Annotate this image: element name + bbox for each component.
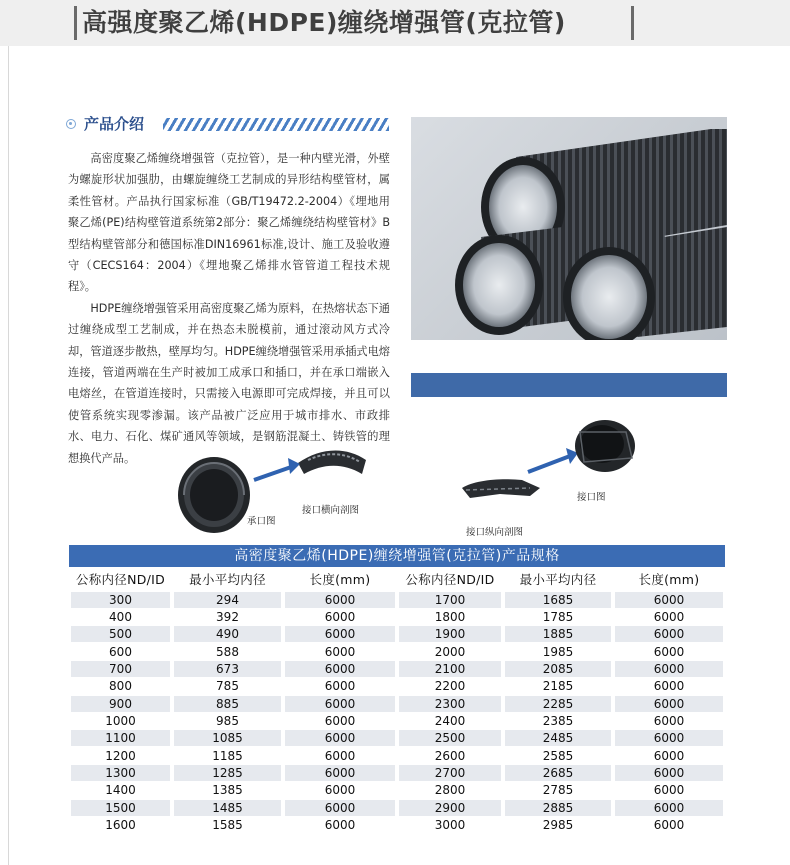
table-cell — [283, 695, 397, 712]
table-row — [69, 643, 725, 660]
table-row — [69, 678, 725, 695]
section-title: 产品介绍 — [84, 115, 145, 133]
table-cell-value: 885 — [174, 696, 281, 712]
table-cell — [503, 626, 613, 643]
table-cell — [172, 626, 283, 643]
table-cell — [613, 747, 725, 764]
table-cell — [397, 764, 503, 781]
table-cell — [397, 643, 503, 660]
table-cell-value: 2300 — [399, 696, 501, 712]
table-cell — [613, 799, 725, 816]
table-cell — [69, 730, 172, 747]
table-cell-value: 1400 — [105, 783, 136, 798]
table-cell — [283, 730, 397, 747]
table-cell — [613, 608, 725, 625]
table-cell — [172, 678, 283, 695]
table-cell — [283, 678, 397, 695]
longitudinal-section-image — [462, 479, 540, 498]
table-cell-value: 6000 — [285, 696, 395, 712]
table-cell — [397, 712, 503, 729]
table-cell — [613, 626, 725, 643]
table-cell-value: 392 — [216, 610, 239, 625]
table-cell — [503, 591, 613, 608]
table-cell — [69, 660, 172, 677]
table-cell-value: 2885 — [505, 800, 611, 816]
table-cell-value: 600 — [109, 644, 132, 659]
table-cell-value: 588 — [216, 644, 239, 659]
table-cell-value: 294 — [174, 592, 281, 608]
table-cell — [397, 816, 503, 833]
table-cell — [503, 782, 613, 799]
spec-table-header-row — [69, 569, 725, 591]
table-cell-value: 6000 — [615, 626, 723, 642]
table-row — [69, 747, 725, 764]
table-cell — [397, 730, 503, 747]
header-length-2: 长度(mm) — [638, 572, 700, 587]
table-row — [69, 816, 725, 833]
table-cell — [613, 678, 725, 695]
page-title: 高强度聚乙烯(HDPE)缠绕增强管(克拉管) — [82, 8, 566, 37]
table-cell-value: 1385 — [212, 783, 243, 798]
table-cell-value: 6000 — [653, 818, 685, 833]
table-cell — [283, 816, 397, 833]
table-cell-value: 1100 — [71, 730, 170, 746]
table-cell-value: 1900 — [399, 626, 501, 642]
table-cell-value: 6000 — [285, 592, 395, 608]
spec-table-title: 高密度聚乙烯(HDPE)缠绕增强管(克拉管)产品规格 — [69, 545, 725, 567]
product-photo — [411, 117, 727, 340]
table-cell-value: 6000 — [285, 661, 395, 677]
table-cell — [503, 712, 613, 729]
table-cell-value: 6000 — [285, 765, 395, 781]
section-hatch-decoration — [163, 118, 389, 131]
table-cell — [172, 695, 283, 712]
table-cell — [69, 764, 172, 781]
arrowhead-left — [288, 458, 300, 474]
table-cell-value: 700 — [71, 661, 170, 677]
table-cell — [283, 747, 397, 764]
table-cell-value: 800 — [109, 679, 132, 694]
table-cell-value: 673 — [174, 661, 281, 677]
table-cell — [397, 626, 503, 643]
table-cell-value: 6000 — [653, 714, 685, 729]
table-cell — [397, 608, 503, 625]
spec-table — [69, 569, 725, 834]
table-cell — [283, 626, 397, 643]
table-cell-value: 2200 — [434, 679, 466, 694]
cross-section-label: 接口横向剖图 — [302, 505, 360, 516]
table-cell-value: 6000 — [285, 730, 395, 746]
table-cell-value: 2800 — [434, 783, 466, 798]
table-cell-value: 6000 — [285, 626, 395, 642]
cross-section-image — [298, 451, 366, 474]
table-cell — [613, 591, 725, 608]
table-cell — [397, 678, 503, 695]
table-cell — [503, 695, 613, 712]
header-min-avg-diameter: 最小平均内径 — [189, 572, 266, 587]
table-cell-value: 500 — [71, 626, 170, 642]
page-edge-line — [8, 0, 9, 865]
table-row — [69, 626, 725, 643]
table-cell — [503, 764, 613, 781]
intro-paragraph-2: HDPE缠绕增强管采用高密度聚乙烯为原料，在热熔状态下通过缠绕成型工艺制成，并在热态未脱模前，通过滚动风方式冷却，管道逐步散热，壁厚均匀。HDPE缠绕增强管采用承插式电熔连接，管道两端在生产时被加工成承口和插口，并在承口端嵌入电熔丝，在管道连接时，只需接入电源即可完成焊接，并且可以使管系统实现零渗漏。该产品被广泛应用于城市排水、市政排水、电力、石化、煤矿通风等领域，是钢筋混凝土、铸铁管的理想换代产品。 — [68, 301, 390, 465]
table-cell — [613, 660, 725, 677]
table-cell-value: 1085 — [174, 730, 281, 746]
table-cell — [172, 730, 283, 747]
table-cell-value: 2685 — [505, 765, 611, 781]
table-cell-value: 6000 — [653, 644, 685, 659]
title-divider-left — [74, 6, 77, 40]
table-cell — [172, 782, 283, 799]
photo-caption-band — [411, 373, 727, 397]
table-cell-value: 1600 — [105, 818, 136, 833]
table-cell-value: 6000 — [615, 765, 723, 781]
table-row — [69, 730, 725, 747]
table-cell — [172, 747, 283, 764]
table-cell — [172, 816, 283, 833]
table-cell — [397, 782, 503, 799]
table-cell — [172, 712, 283, 729]
pipes-illustration — [411, 117, 727, 340]
table-cell — [503, 747, 613, 764]
table-cell — [613, 816, 725, 833]
table-cell — [613, 712, 725, 729]
table-cell — [172, 764, 283, 781]
table-cell-value: 490 — [174, 626, 281, 642]
table-cell — [69, 799, 172, 816]
table-row — [69, 799, 725, 816]
arrow-left — [254, 466, 294, 480]
table-cell — [613, 782, 725, 799]
table-cell-value: 6000 — [653, 748, 685, 763]
arrow-right — [528, 456, 570, 472]
table-cell — [397, 660, 503, 677]
table-cell — [283, 799, 397, 816]
header-min-avg-diameter-2: 最小平均内径 — [519, 572, 597, 587]
table-cell-value: 2585 — [542, 748, 574, 763]
table-cell-value: 1585 — [212, 818, 243, 833]
table-cell-value: 2485 — [505, 730, 611, 746]
table-cell-value: 1000 — [105, 714, 136, 729]
joint-diagrams — [170, 418, 640, 536]
table-cell-value: 1485 — [174, 800, 281, 816]
circle-dot-icon — [66, 119, 76, 129]
table-cell-value: 6000 — [615, 696, 723, 712]
table-cell — [503, 608, 613, 625]
table-cell-value: 1285 — [174, 765, 281, 781]
table-cell — [283, 608, 397, 625]
table-row — [69, 660, 725, 677]
header-length: 长度(mm) — [309, 572, 371, 587]
table-cell — [613, 764, 725, 781]
table-cell — [613, 730, 725, 747]
table-cell-value: 785 — [216, 679, 239, 694]
table-cell — [172, 608, 283, 625]
table-cell — [503, 816, 613, 833]
table-cell — [503, 660, 613, 677]
table-cell-value: 1200 — [105, 748, 136, 763]
table-cell — [283, 712, 397, 729]
table-cell-value: 1185 — [212, 748, 243, 763]
socket-label: 承口图 — [247, 516, 276, 527]
table-cell-value: 1885 — [505, 626, 611, 642]
intro-paragraph-1: 高密度聚乙烯缠绕增强管（克拉管），是一种内壁光滑，外壁为螺旋形状加强肋，由螺旋缠绕工艺制成的异形结构壁管材，属柔性管材。产品执行国家标准（GB/T19472.2-2004）《埋地用聚乙烯(PE)结构壁管道系统第2部分：聚乙烯缠绕结构壁管材》B型结构壁管部分和德国标准DIN16961标准,设计、施工及验收遵守（CECS164：2004）《埋地聚乙烯排水管管道工程技术规程》。 — [68, 152, 390, 294]
table-cell-value: 1785 — [542, 610, 574, 625]
table-cell-value: 3000 — [434, 818, 466, 833]
table-cell — [283, 660, 397, 677]
table-row — [69, 712, 725, 729]
table-cell-value: 2385 — [542, 714, 574, 729]
table-cell-value: 985 — [216, 714, 239, 729]
table-cell — [69, 591, 172, 608]
table-cell-value: 6000 — [615, 661, 723, 677]
table-cell — [397, 591, 503, 608]
table-cell — [172, 660, 283, 677]
table-cell-value: 6000 — [285, 800, 395, 816]
table-cell-value: 1500 — [71, 800, 170, 816]
table-cell-value: 2400 — [434, 714, 466, 729]
table-cell-value: 900 — [71, 696, 170, 712]
table-cell-value: 2085 — [505, 661, 611, 677]
table-cell — [69, 747, 172, 764]
table-cell-value: 400 — [109, 610, 132, 625]
table-cell-value: 2985 — [542, 818, 574, 833]
table-cell — [283, 643, 397, 660]
table-cell-value: 1800 — [434, 610, 466, 625]
table-cell — [613, 643, 725, 660]
table-cell-value: 2600 — [434, 748, 466, 763]
table-cell-value: 1300 — [71, 765, 170, 781]
table-cell-value: 1685 — [505, 592, 611, 608]
table-cell — [69, 678, 172, 695]
table-cell-value: 1700 — [399, 592, 501, 608]
table-cell-value: 300 — [71, 592, 170, 608]
table-cell — [503, 730, 613, 747]
table-cell-value: 6000 — [615, 800, 723, 816]
table-row — [69, 591, 725, 608]
table-cell — [283, 591, 397, 608]
table-cell-value: 6000 — [324, 748, 356, 763]
table-row — [69, 608, 725, 625]
header-nominal-diameter: 公称内径ND/ID — [75, 572, 166, 587]
table-cell — [613, 695, 725, 712]
table-cell-value: 2185 — [542, 679, 574, 694]
table-cell-value: 2285 — [505, 696, 611, 712]
table-cell — [503, 643, 613, 660]
table-cell-value: 6000 — [615, 730, 723, 746]
table-cell-value: 6000 — [324, 679, 356, 694]
table-cell — [397, 747, 503, 764]
table-cell-value: 6000 — [653, 783, 685, 798]
table-cell-value: 6000 — [324, 610, 356, 625]
table-cell — [172, 643, 283, 660]
table-cell — [69, 626, 172, 643]
table-cell-value: 6000 — [324, 714, 356, 729]
table-cell — [503, 678, 613, 695]
table-cell-value: 2000 — [434, 644, 466, 659]
table-cell-value: 1985 — [542, 644, 574, 659]
table-cell-value: 6000 — [324, 644, 356, 659]
longitudinal-section-label: 接口纵向剖图 — [466, 527, 524, 538]
table-cell-value: 2500 — [399, 730, 501, 746]
table-cell-value: 6000 — [653, 679, 685, 694]
table-cell — [397, 799, 503, 816]
table-cell — [172, 799, 283, 816]
table-cell — [503, 799, 613, 816]
table-cell — [283, 764, 397, 781]
table-cell — [283, 782, 397, 799]
header-nominal-diameter-2: 公称内径ND/ID — [405, 572, 495, 587]
table-row — [69, 782, 725, 799]
table-cell-value: 6000 — [653, 610, 685, 625]
table-cell-value: 6000 — [324, 783, 356, 798]
table-cell — [69, 712, 172, 729]
table-cell-value: 2785 — [542, 783, 574, 798]
table-row — [69, 764, 725, 781]
table-cell — [69, 643, 172, 660]
table-cell — [172, 591, 283, 608]
table-cell-value: 6000 — [615, 592, 723, 608]
table-cell-value: 2900 — [399, 800, 501, 816]
table-cell-value: 6000 — [324, 818, 356, 833]
joint-image — [575, 420, 635, 472]
table-cell — [69, 816, 172, 833]
table-cell — [69, 608, 172, 625]
title-divider-right — [631, 6, 634, 40]
table-row — [69, 695, 725, 712]
table-cell — [397, 695, 503, 712]
table-cell — [69, 695, 172, 712]
socket-image — [178, 457, 250, 533]
table-cell-value: 2100 — [399, 661, 501, 677]
table-cell-value: 2700 — [399, 765, 501, 781]
table-cell — [69, 782, 172, 799]
joint-label: 接口图 — [577, 492, 606, 503]
